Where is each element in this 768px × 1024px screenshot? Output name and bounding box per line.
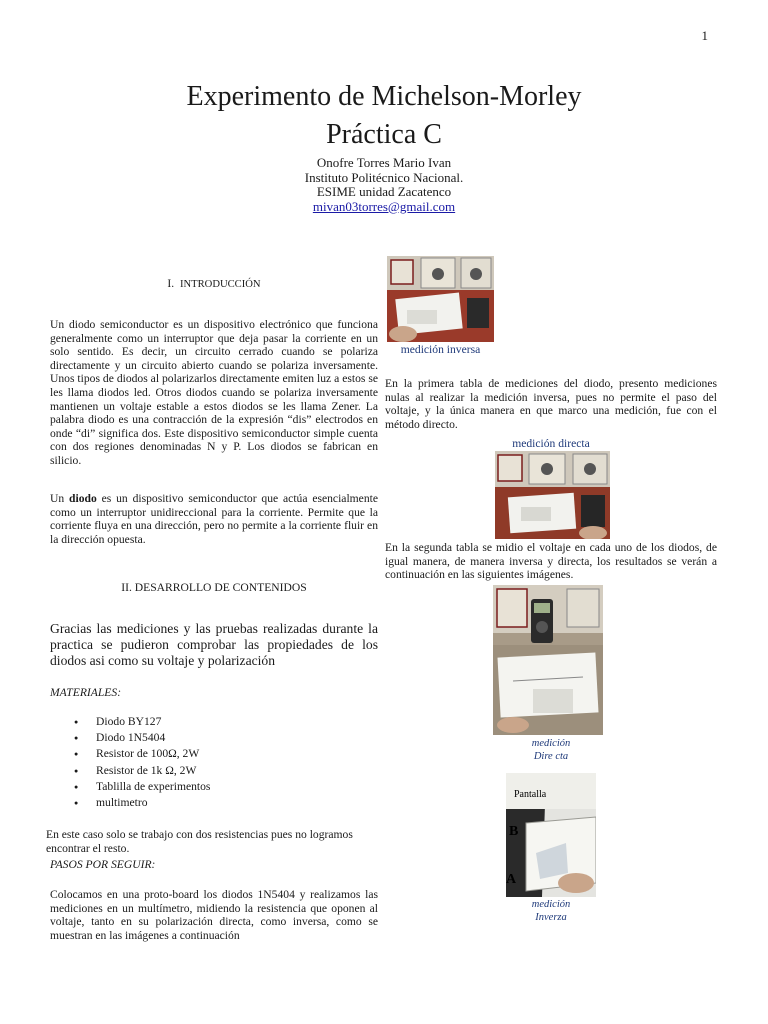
- author-name: Onofre Torres Mario Ivan: [316, 155, 452, 170]
- paper-subtitle: Práctica C: [326, 119, 442, 150]
- photo-direct-measurement-2: [493, 585, 603, 735]
- list-item: ● Diodo BY127: [96, 714, 378, 730]
- caption-direct: medición directa: [512, 437, 590, 450]
- steps-paragraph: Colocamos en una proto-board los diodos 1N5404 y realizamos las mediciones en un multímetro, midiendo la resistencia que oponen al voltaje, tanto en su polarización directa, como inversa, como se muestran en las imágenes a continuación: [50, 888, 378, 942]
- intro-paragraph-1: Un diodo semiconductor es un dispositivo electrónico que funciona generalmente como un interruptor que deja pasar la corriente en un solo sentido. Es decir, un circuito cerrado cuando se polariza directamente y un circuito abierto cuando se polariza inversamente. Unos tipos de diodos al polarizarlos directamente emiten luz a estos se les llama diodos led. Otros diodos cuando se polariza inversamente mantienen un voltaje estable a estos diodos se les llama Zener. La palabra diodo es una contracción de la expresión “dis” electrodos en onde “di” significa dos. Este dispositivo semiconductor simple cuenta con dos regiones denominadas N y P. Los diodos se fabrican en silicio.: [50, 318, 378, 467]
- author-institution: Instituto Politécnico Nacional.: [304, 169, 464, 185]
- section-1-heading: [50, 277, 378, 292]
- photo-inverse-measurement: [387, 256, 494, 342]
- list-item: ● Resistor de 1k Ω, 2W: [96, 763, 378, 779]
- lab-photo-2: [495, 451, 610, 539]
- section-2-heading: II. DESARROLLO DE CONTENIDOS: [121, 581, 307, 594]
- list-item: ● Diodo 1N5404: [96, 730, 378, 746]
- caption-direct-2: [493, 737, 609, 763]
- right-paragraph-1: En la primera tabla de mediciones del diodo, presento mediciones nulas al realizar la medición inversa, pues no permite el paso del voltaje, y la única manera en que marco una medición, fue con el método directo.: [385, 377, 717, 431]
- photo-label-b: B: [509, 824, 519, 839]
- section-1-title: INTRODUCCIÓN: [179, 279, 261, 290]
- caption-inverse-2-line2: Inverza: [535, 912, 567, 923]
- intro-paragraph-2: [50, 492, 378, 546]
- right-paragraph-2: En la segunda tabla se midio el voltaje en cada uno de los diodos, de igual manera, de manera inversa y directa, los resultados se verán a continuación en las siguientes imágenes.: [385, 541, 717, 582]
- list-item: ● multimetro: [96, 795, 378, 811]
- para2-rest: es un dispositivo semiconductor que actúa esencialmente como un interruptor unidireccional para la corriente. Permite que la corriente fluya en una dirección, pero no permite a la corriente fluir en la dirección opuesta.: [50, 492, 378, 546]
- para2-bold-term: diodo: [69, 492, 97, 505]
- caption-inverse-2: [506, 898, 596, 924]
- photo-label-pantalla: Pantalla: [514, 789, 547, 800]
- section-1-number: I.: [167, 277, 175, 290]
- materials-list: [50, 714, 378, 811]
- page-number: 1: [701, 28, 708, 43]
- lab-photo-4: [506, 773, 596, 897]
- paper-title: Experimento de Michelson-Morley: [186, 81, 582, 112]
- lab-photo-1: [387, 256, 494, 342]
- para2-start: Un: [50, 492, 70, 505]
- materials-list-container: [50, 714, 378, 811]
- author-block: [0, 156, 768, 214]
- materials-note: En este caso solo se trabajo con dos resistencias pues no logramos encontrar el resto.: [46, 828, 353, 855]
- lab-photo-3: [493, 585, 603, 735]
- photo-inverse-measurement-2: [506, 773, 596, 897]
- author-unit: ESIME unidad Zacatenco: [316, 184, 452, 199]
- photo-direct-measurement: [495, 451, 610, 539]
- caption-inverse: medición inversa: [400, 343, 481, 356]
- author-email-link[interactable]: mivan03torres@gmail.com: [312, 198, 456, 214]
- list-item: ● Resistor de 100Ω, 2W: [96, 746, 378, 762]
- caption-direct-2-line2: Dire cta: [533, 751, 569, 762]
- development-intro: Gracias las mediciones y las pruebas realizadas durante la practica se pudieron comprobar las propiedades de los diodos asi como su voltaje y polarización: [50, 621, 378, 668]
- materials-label: MATERIALES:: [50, 686, 122, 699]
- steps-label: PASOS POR SEGUIR:: [50, 858, 156, 871]
- caption-direct-2-line1: medición: [531, 738, 571, 749]
- photo-label-a: A: [506, 872, 517, 887]
- caption-inverse-2-line1: medición: [531, 899, 571, 910]
- list-item: ● Tablilla de experimentos: [96, 779, 378, 795]
